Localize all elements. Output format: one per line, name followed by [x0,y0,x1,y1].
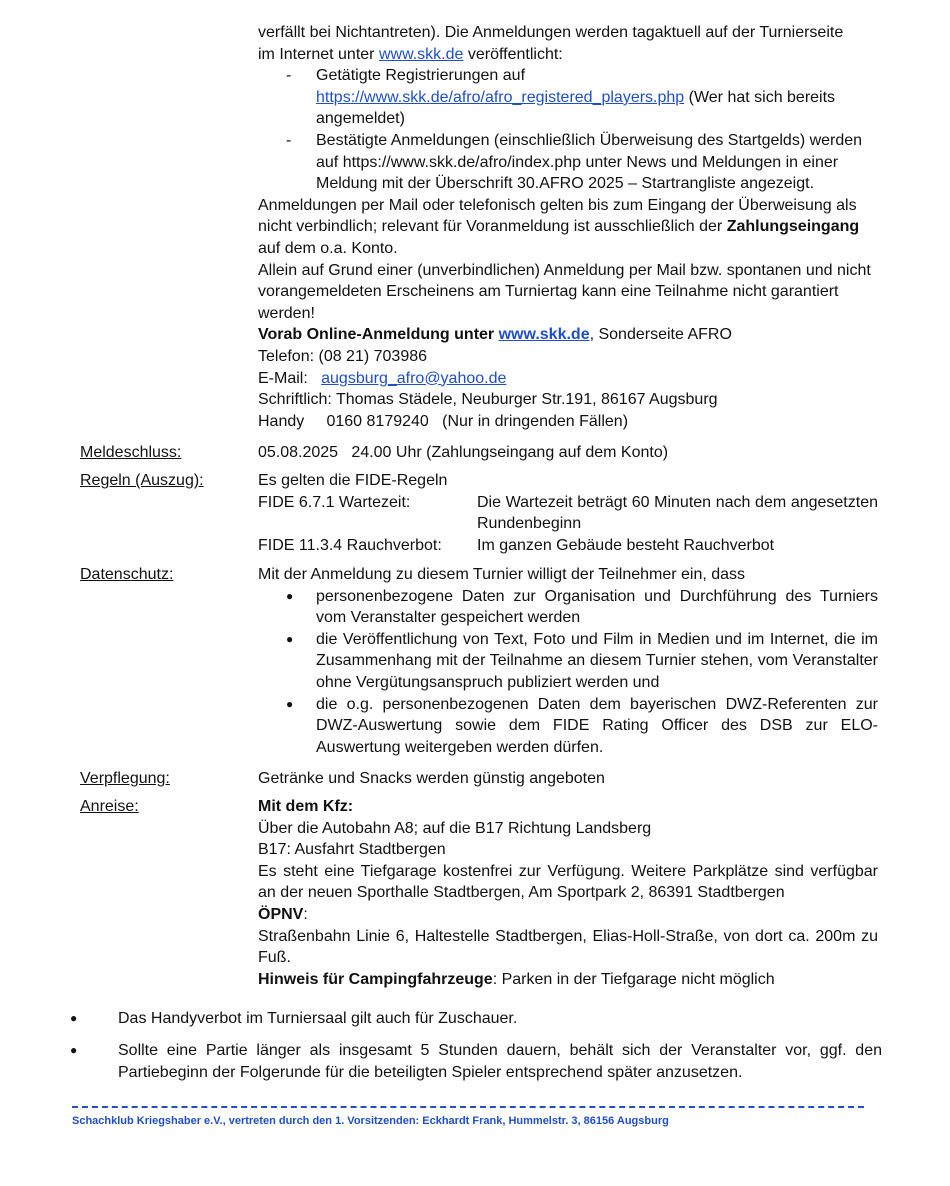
intro-line-1: verfällt bei Nichtantreten). Die Anmeldungen werden tagaktuell auf der Turnierseite [258,24,844,41]
kfz-heading: Mit dem Kfz: [258,798,354,815]
list-item: ● die o.g. personenbezogenen Daten dem bayerischen DWZ-Referenten zur DWZ-Auswertung sowie dem FIDE Rating Officer des DSB zur ELO-Auswertung weitergeben werden dürfen. [286,695,878,756]
opnv-text: Straßenbahn Linie 6, Haltestelle Stadtbergen, Elias-Holl-Straße, von dort ca. 200m zu Fuß. [258,927,878,967]
kfz-parking: Es steht eine Tiefgarage kostenfrei zur Verfügung. Weitere Parkplätze sind verfügbar an der neuen Sporthalle Stadtbergen, Am Sportpark 2, 86391 Stadtbergen [258,862,878,902]
online-registration: Vorab Online-Anmeldung unter www.skk.de, Sonderseite AFRO [258,326,732,344]
footer-divider [72,1106,864,1108]
label-verpflegung: Verpflegung: [80,770,170,787]
label-regeln: Regeln (Auszug): [80,472,204,489]
value-datenschutz [258,564,878,758]
kfz-exit: B17: Ausfahrt Stadtbergen [258,841,446,859]
label-meldeschluss: Meldeschluss: [80,444,182,461]
bullet-marker: ● [70,1043,78,1057]
intro-line-2: im Internet unter www.skk.de veröffentlicht: [258,45,563,63]
paragraph-guarantee: Allein auf Grund einer (unverbindlichen) Anmeldung per Mail bzw. spontanen und nicht vorangemeldeten Erscheinens am Turniertag kann eine Teilnahme nicht garantiert werden! [258,261,871,322]
value-anreise [258,796,878,990]
note-item: ● Das Handyverbot im Turniersaal gilt auch für Zuschauer. [70,1008,882,1030]
list-item: ● personenbezogene Daten zur Organisation und Durchführung des Turniers vom Veranstalter gespeichert werden [286,587,878,627]
footer-text: Schachklub Kriegshaber e.V., vertreten durch den 1. Vorsitzenden: Eckhardt Frank, Hummelstr. 3, 86156 Augsburg [72,1115,669,1127]
rule-row [258,492,878,535]
regeln-intro: Es gelten die FIDE-Regeln [258,472,448,489]
email-line: E-Mail: augsburg_afro@yahoo.de [258,369,507,387]
value-verpflegung: Getränke und Snacks werden günstig angeboten [258,770,605,787]
dash-marker: - [286,131,292,149]
label-datenschutz: Datenschutz: [80,566,174,583]
list-item: ● die Veröffentlichung von Text, Foto und Film in Medien und im Internet, die im Zusammenhang mit der Teilnahme an diesem Turnier stehen, vom Veranstalter ohne Vergütungsanspruch publiziert werden und [286,630,878,691]
rule-key: FIDE 6.7.1 Wartezeit: [258,493,411,511]
bullet-marker: ● [286,631,294,646]
rule-text: Die Wartezeit beträgt 60 Minuten nach dem angesetzten Rundenbeginn [477,493,878,533]
registered-players-link[interactable]: https://www.skk.de/afro/afro_registered_players.php [316,88,685,106]
camping-note: Hinweis für Campingfahrzeuge: Parken in der Tiefgarage nicht möglich [258,970,775,988]
rule-text: Im ganzen Gebäude besteht Rauchverbot [477,536,775,554]
email-link[interactable]: augsburg_afro@yahoo.de [321,369,507,387]
bullet-marker: ● [286,588,294,603]
bullet-marker: ● [286,696,294,711]
value-meldeschluss: 05.08.2025 24.00 Uhr (Zahlungseingang auf dem Konto) [258,444,669,461]
paragraph-binding: Anmeldungen per Mail oder telefonisch gelten bis zum Eingang der Überweisung als nicht verbindlich; relevant für Voranmeldung ist ausschließlich der Zahlungseingang auf dem o.a. Konto. [258,196,860,257]
phone-line: Telefon: (08 21) 703986 [258,347,428,365]
rule-row [258,535,878,557]
datenschutz-intro: Mit der Anmeldung zu diesem Turnier willigt der Teilnehmer ein, dass [258,566,746,583]
kfz-route: Über die Autobahn A8; auf die B17 Richtung Landsberg [258,819,652,837]
skk-online-link[interactable]: www.skk.de [498,326,590,344]
registration-block [258,22,878,432]
value-regeln [258,470,878,556]
list-item-registered: - Getätigte Registrierungen auf https://www.skk.de/afro/afro_registered_players.php (Wer hat sich bereits angemeldet) [286,67,836,128]
dash-marker: - [286,67,292,85]
mobile-line: Handy 0160 8179240 (Nur in dringenden Fällen) [258,412,629,430]
opnv-heading: ÖPNV: [258,905,308,923]
postal-line: Schriftlich: Thomas Städele, Neuburger Str.191, 86167 Augsburg [258,391,718,409]
label-anreise: Anreise: [80,798,139,815]
note-item: ● Sollte eine Partie länger als insgesamt 5 Stunden dauern, behält sich der Veranstalter vor, ggf. den Partiebeginn der Folgerunde für die beteiligten Spieler entsprechend später anzusetzen. [70,1042,882,1081]
rule-key: FIDE 11.3.4 Rauchverbot: [258,536,442,554]
bullet-marker: ● [70,1011,78,1025]
skk-link[interactable]: www.skk.de [378,45,464,63]
list-item-confirmed: - Bestätigte Anmeldungen (einschließlich Überweisung des Startgelds) werden auf https://www.skk.de/afro/index.php unter News und Meldungen in einer Meldung mit der Überschrift 30.AFRO 2025 – Startrangliste angezeigt. [286,131,863,193]
